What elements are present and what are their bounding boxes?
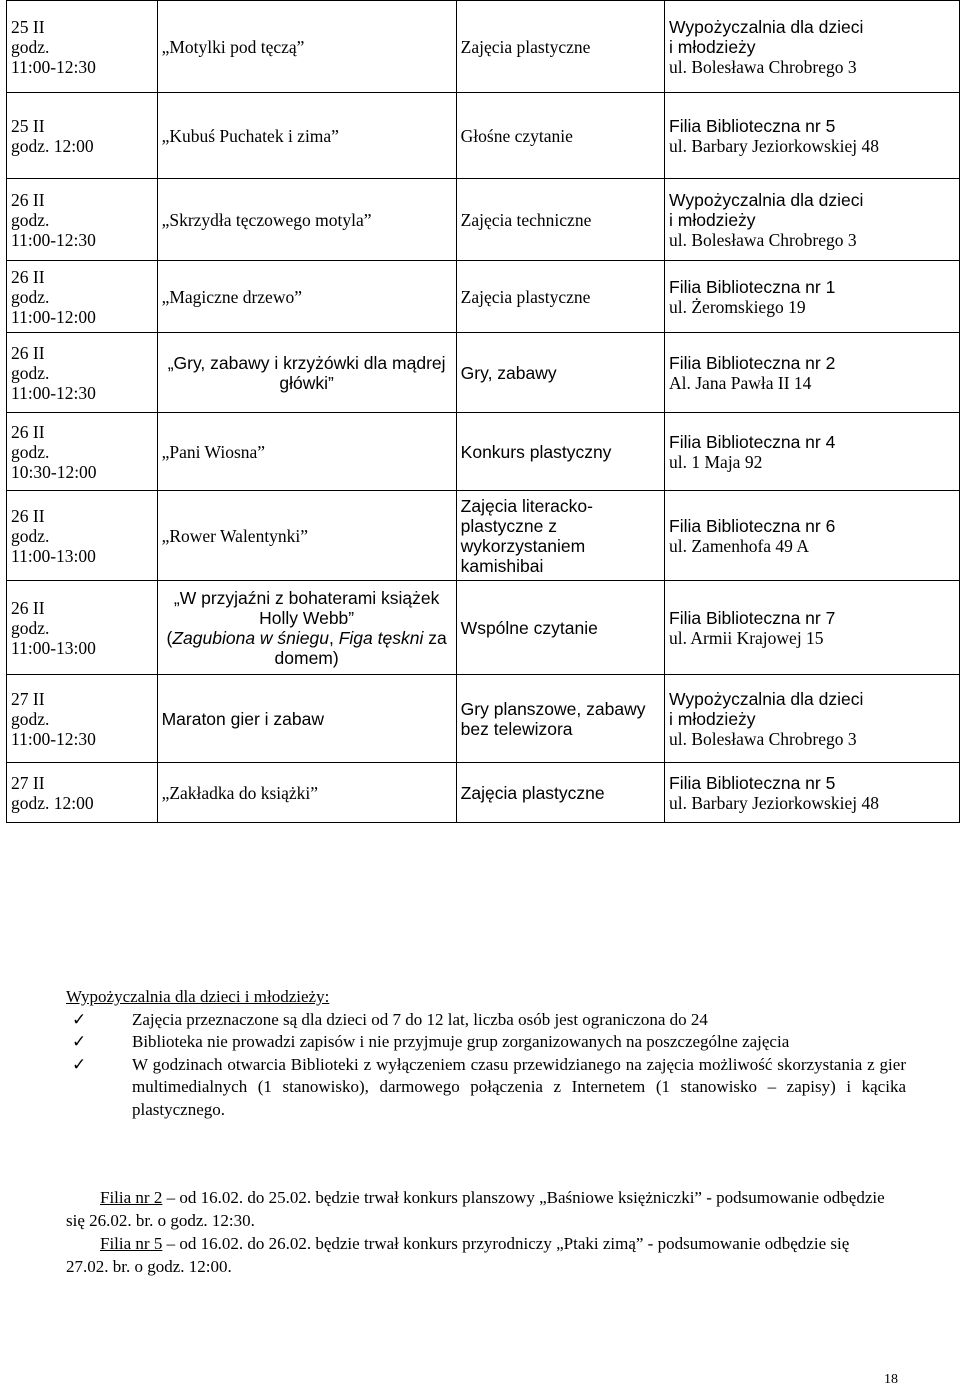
check-icon: ✓	[72, 1009, 87, 1029]
event-type-text: Zajęcia plastyczne	[460, 36, 591, 57]
event-date	[7, 179, 158, 261]
schedule-row	[7, 763, 960, 823]
date-line: godz.	[11, 708, 50, 729]
event-title	[157, 1, 456, 93]
event-title-text: „Gry, zabawy i krzyżówki dla mądrej główki”	[167, 352, 446, 393]
event-date	[7, 581, 158, 675]
date-line: godz.	[11, 525, 50, 546]
notes-section	[66, 986, 906, 1121]
event-type	[456, 333, 664, 413]
subtitle-part: Figa tęskni	[338, 627, 424, 648]
event-date	[7, 491, 158, 581]
event-location	[665, 675, 960, 763]
date-line: godz.	[11, 286, 50, 307]
schedule-row	[7, 1, 960, 93]
event-title	[157, 413, 456, 491]
date-line: 11:00-13:00	[11, 637, 96, 658]
location-line: Filia Biblioteczna nr 2	[669, 352, 836, 373]
event-date	[7, 413, 158, 491]
date-line: 26 II	[11, 189, 45, 210]
contest-branch-label: Filia nr 2	[100, 1188, 163, 1207]
location-line: ul. Bolesława Chrobrego 3	[669, 728, 857, 749]
schedule-row	[7, 581, 960, 675]
event-title-text: Maraton gier i zabaw	[161, 708, 325, 729]
event-title	[157, 581, 456, 675]
event-type	[456, 581, 664, 675]
date-line: 26 II	[11, 505, 45, 526]
event-date	[7, 763, 158, 823]
event-title	[157, 675, 456, 763]
event-type	[456, 413, 664, 491]
date-line: godz.	[11, 362, 50, 383]
event-title-text: „Zakładka do książki”	[161, 782, 319, 803]
date-line: 11:00-13:00	[11, 545, 96, 566]
event-location	[665, 261, 960, 333]
date-line: 10:30-12:00	[11, 461, 97, 482]
location-line: ul. Barbary Jeziorkowskiej 48	[669, 135, 879, 156]
event-title-text: „Magiczne drzewo”	[161, 286, 302, 307]
event-title-text: „Skrzydła tęczowego motyla”	[161, 209, 372, 230]
note-text: W godzinach otwarcia Biblioteki z wyłączeniem czasu przewidzianego na zajęcia możliwość skorzystania z gier multimedialnych (1 stanowisko), darmowego połączenia z Internetem (1 stanowisko – zapisy) i kącika plastycznego.	[132, 1054, 906, 1119]
date-line: godz.	[11, 209, 50, 230]
event-title	[157, 333, 456, 413]
location-line: i młodzieży	[669, 708, 756, 729]
event-title	[157, 491, 456, 581]
event-date	[7, 333, 158, 413]
event-date	[7, 93, 158, 179]
event-title-text: „Motylki pod tęczą”	[161, 36, 305, 57]
event-date	[7, 1, 158, 93]
event-type-text: Zajęcia plastyczne	[460, 286, 591, 307]
location-line: ul. Barbary Jeziorkowskiej 48	[669, 792, 879, 813]
location-line: i młodzieży	[669, 36, 756, 57]
contest-branch-label: Filia nr 5	[100, 1234, 163, 1253]
event-location	[665, 413, 960, 491]
schedule-row	[7, 675, 960, 763]
location-line: Filia Biblioteczna nr 4	[669, 431, 836, 452]
date-line: 11:00-12:30	[11, 229, 96, 250]
location-line: Filia Biblioteczna nr 5	[669, 772, 836, 793]
note-item	[66, 1009, 906, 1032]
location-line: ul. Zamenhofa 49 A	[669, 535, 809, 556]
location-line: Wypożyczalnia dla dzieci	[669, 189, 864, 210]
event-type	[456, 1, 664, 93]
event-type	[456, 261, 664, 333]
event-type	[456, 491, 664, 581]
notes-heading: Wypożyczalnia dla dzieci i młodzieży:	[66, 987, 330, 1006]
event-title-text: „Kubuś Puchatek i zima”	[161, 125, 339, 146]
event-type-text: Konkurs plastyczny	[460, 441, 612, 462]
location-line: ul. Bolesława Chrobrego 3	[669, 229, 857, 250]
event-title	[157, 93, 456, 179]
event-location	[665, 93, 960, 179]
event-type-text: Gry, zabawy	[460, 362, 557, 383]
event-type-text: Gry planszowe, zabawy bez telewizora	[460, 698, 646, 739]
event-title-text: „Rower Walentynki”	[161, 525, 309, 546]
event-type-text: Zajęcia literacko-plastyczne z wykorzystaniem kamishibai	[460, 495, 593, 576]
subtitle-part: ,	[329, 627, 339, 648]
location-line: Filia Biblioteczna nr 6	[669, 515, 836, 536]
date-line: 11:00-12:00	[11, 306, 96, 327]
location-line: Wypożyczalnia dla dzieci	[669, 16, 864, 37]
date-line: 11:00-12:30	[11, 382, 96, 403]
check-icon: ✓	[72, 1054, 87, 1074]
event-type	[456, 675, 664, 763]
event-type	[456, 763, 664, 823]
date-line: godz.	[11, 617, 50, 638]
schedule-row	[7, 179, 960, 261]
date-line: 26 II	[11, 266, 45, 287]
date-line: 25 II	[11, 16, 45, 37]
schedule-row	[7, 491, 960, 581]
contest-item	[66, 1232, 886, 1278]
event-type-text: Zajęcia techniczne	[460, 209, 592, 230]
location-line: Filia Biblioteczna nr 1	[669, 276, 836, 297]
date-line: 27 II	[11, 772, 45, 793]
page-number: 18	[884, 1372, 898, 1387]
schedule-row	[7, 261, 960, 333]
event-type-text: Wspólne czytanie	[460, 617, 598, 638]
event-location	[665, 763, 960, 823]
date-line: godz.	[11, 36, 50, 57]
date-line: 25 II	[11, 115, 45, 136]
event-title-text: „W przyjaźni z bohaterami książek Holly Webb”	[173, 587, 440, 628]
event-location	[665, 1, 960, 93]
event-date	[7, 675, 158, 763]
event-title	[157, 179, 456, 261]
location-line: ul. 1 Maja 92	[669, 451, 763, 472]
event-location	[665, 333, 960, 413]
event-type-text: Głośne czytanie	[460, 125, 573, 146]
schedule-row	[7, 333, 960, 413]
location-line: ul. Armii Krajowej 15	[669, 627, 824, 648]
event-type	[456, 179, 664, 261]
note-text: Biblioteka nie prowadzi zapisów i nie przyjmuje grup zorganizowanych na poszczególne zajęcia	[132, 1032, 790, 1051]
event-date	[7, 261, 158, 333]
schedule-row	[7, 413, 960, 491]
schedule-table	[6, 0, 960, 823]
event-title	[157, 261, 456, 333]
location-line: i młodzieży	[669, 209, 756, 230]
date-line: godz. 12:00	[11, 135, 94, 156]
date-line: 11:00-12:30	[11, 728, 96, 749]
subtitle-part: za domem)	[274, 627, 447, 668]
location-line: ul. Żeromskiego 19	[669, 296, 806, 317]
location-line: Wypożyczalnia dla dzieci	[669, 688, 864, 709]
event-title-subtitle	[162, 628, 452, 668]
contest-item	[66, 1186, 886, 1232]
date-line: 26 II	[11, 597, 45, 618]
contests-section	[66, 1186, 886, 1278]
event-title	[157, 763, 456, 823]
event-type	[456, 93, 664, 179]
date-line: godz. 12:00	[11, 792, 94, 813]
contest-text: – od 16.02. do 25.02. będzie trwał konkurs planszowy „Baśniowe księżniczki” - podsumowanie odbędzie się 26.02. br. o godz. 12:30.	[66, 1188, 885, 1230]
date-line: 11:00-12:30	[11, 56, 96, 77]
event-location	[665, 581, 960, 675]
contest-text: – od 16.02. do 26.02. będzie trwał konkurs przyrodniczy „Ptaki zimą” - podsumowanie odbędzie się 27.02. br. o godz. 12:00.	[66, 1234, 850, 1276]
location-line: ul. Bolesława Chrobrego 3	[669, 56, 857, 77]
schedule-row	[7, 93, 960, 179]
subtitle-part: (	[166, 627, 173, 648]
date-line: godz.	[11, 441, 50, 462]
note-item	[66, 1054, 906, 1122]
note-text: Zajęcia przeznaczone są dla dzieci od 7 do 12 lat, liczba osób jest ograniczona do 24	[132, 1009, 708, 1029]
event-location	[665, 179, 960, 261]
date-line: 27 II	[11, 688, 45, 709]
event-type-text: Zajęcia plastyczne	[460, 782, 605, 803]
location-line: Filia Biblioteczna nr 5	[669, 115, 836, 136]
date-line: 26 II	[11, 342, 45, 363]
location-line: Filia Biblioteczna nr 7	[669, 607, 836, 628]
event-location	[665, 491, 960, 581]
check-icon: ✓	[72, 1032, 87, 1051]
date-line: 26 II	[11, 421, 45, 442]
note-item	[66, 1031, 906, 1054]
event-title-text: „Pani Wiosna”	[161, 441, 266, 462]
subtitle-part: Zagubiona w śniegu	[172, 627, 329, 648]
location-line: Al. Jana Pawła II 14	[669, 372, 812, 393]
